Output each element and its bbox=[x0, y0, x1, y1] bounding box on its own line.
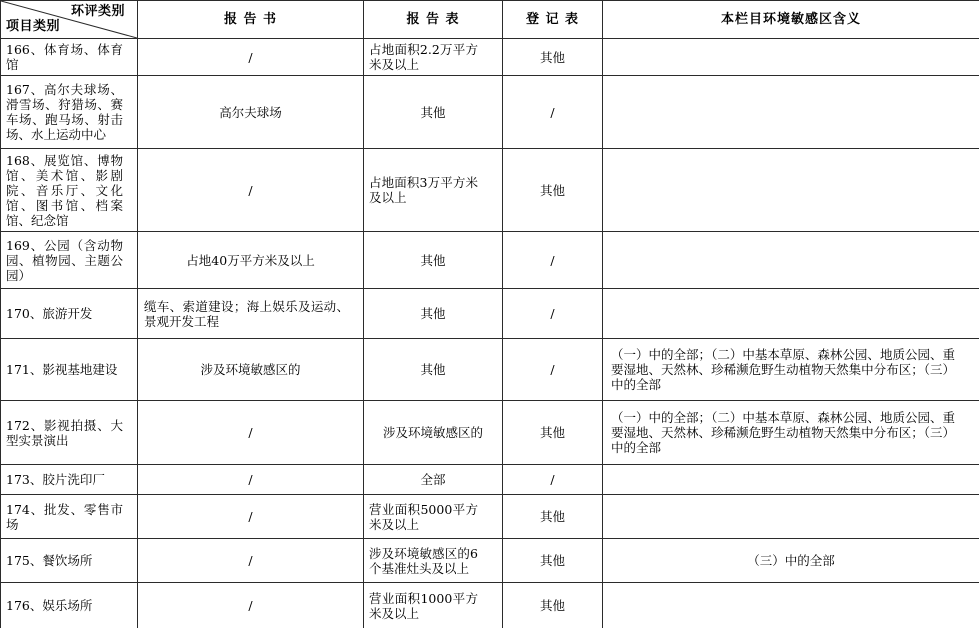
table-row bbox=[1, 149, 979, 232]
cell-category: 174、批发、零售市场 bbox=[1, 495, 138, 539]
cell-registration-form: 其他 bbox=[503, 539, 603, 583]
column-header-registration-form: 登 记 表 bbox=[503, 1, 603, 39]
cell-report-form: 涉及环境敏感区的6个基准灶头及以上 bbox=[364, 539, 503, 583]
cell-report-form: 营业面积1000平方米及以上 bbox=[364, 583, 503, 628]
cell-report-form: 其他 bbox=[364, 76, 503, 149]
cell-report-form: 全部 bbox=[364, 465, 503, 495]
cell-registration-form: 其他 bbox=[503, 583, 603, 628]
cell-category: 168、展览馆、博物馆、美术馆、影剧院、音乐厅、文化馆、图书馆、档案馆、纪念馆 bbox=[1, 149, 138, 232]
corner-label-project-category: 项目类别 bbox=[6, 19, 61, 34]
cell-meaning: （一）中的全部；（二）中基本草原、森林公园、地质公园、重要湿地、天然林、珍稀濒危野生动植物天然集中分布区；（三）中的全部 bbox=[603, 401, 979, 465]
column-header-sensitive-area-meaning: 本栏目环境敏感区含义 bbox=[603, 1, 979, 39]
cell-category: 172、影视拍摄、大型实景演出 bbox=[1, 401, 138, 465]
column-header-report-form: 报 告 表 bbox=[364, 1, 503, 39]
cell-meaning bbox=[603, 76, 979, 149]
cell-category: 167、高尔夫球场、滑雪场、狩猎场、赛车场、跑马场、射击场、水上运动中心 bbox=[1, 76, 138, 149]
cell-category: 169、公园（含动物园、植物园、主题公园） bbox=[1, 232, 138, 289]
header-row bbox=[1, 1, 979, 39]
cell-registration-form: 其他 bbox=[503, 39, 603, 76]
cell-registration-form: 其他 bbox=[503, 495, 603, 539]
cell-report-book: / bbox=[138, 465, 364, 495]
cell-report-form: 其他 bbox=[364, 339, 503, 401]
column-header-report-book: 报 告 书 bbox=[138, 1, 364, 39]
table-row bbox=[1, 495, 979, 539]
cell-report-book: / bbox=[138, 39, 364, 76]
cell-meaning bbox=[603, 583, 979, 628]
cell-report-form: 占地面积3万平方米及以上 bbox=[364, 149, 503, 232]
cell-report-form: 营业面积5000平方米及以上 bbox=[364, 495, 503, 539]
cell-report-book: 占地40万平方米及以上 bbox=[138, 232, 364, 289]
table-row bbox=[1, 583, 979, 628]
cell-meaning: （三）中的全部 bbox=[603, 539, 979, 583]
cell-report-book: / bbox=[138, 401, 364, 465]
cell-report-form: 涉及环境敏感区的 bbox=[364, 401, 503, 465]
table-row bbox=[1, 232, 979, 289]
cell-registration-form: / bbox=[503, 289, 603, 339]
cell-report-book: / bbox=[138, 583, 364, 628]
cell-registration-form: / bbox=[503, 76, 603, 149]
cell-meaning bbox=[603, 149, 979, 232]
table-row bbox=[1, 401, 979, 465]
cell-registration-form: 其他 bbox=[503, 149, 603, 232]
cell-category: 170、旅游开发 bbox=[1, 289, 138, 339]
corner-label-eia-category: 环评类别 bbox=[70, 4, 125, 19]
cell-meaning bbox=[603, 289, 979, 339]
table-row bbox=[1, 539, 979, 583]
cell-report-form: 其他 bbox=[364, 289, 503, 339]
cell-report-book: 涉及环境敏感区的 bbox=[138, 339, 364, 401]
cell-registration-form: 其他 bbox=[503, 401, 603, 465]
cell-category: 166、体育场、体育馆 bbox=[1, 39, 138, 76]
cell-category: 173、胶片洗印厂 bbox=[1, 465, 138, 495]
cell-report-book: / bbox=[138, 539, 364, 583]
table-row bbox=[1, 465, 979, 495]
table-row bbox=[1, 289, 979, 339]
cell-report-form: 占地面积2.2万平方米及以上 bbox=[364, 39, 503, 76]
cell-report-form: 其他 bbox=[364, 232, 503, 289]
cell-registration-form: / bbox=[503, 339, 603, 401]
cell-category: 175、餐饮场所 bbox=[1, 539, 138, 583]
table-row bbox=[1, 39, 979, 76]
cell-report-book: / bbox=[138, 495, 364, 539]
cell-category: 171、影视基地建设 bbox=[1, 339, 138, 401]
cell-report-book: 高尔夫球场 bbox=[138, 76, 364, 149]
cell-registration-form: / bbox=[503, 465, 603, 495]
corner-header-cell bbox=[1, 1, 138, 39]
cell-meaning bbox=[603, 39, 979, 76]
cell-category: 176、娱乐场所 bbox=[1, 583, 138, 628]
table-row bbox=[1, 76, 979, 149]
cell-meaning: （一）中的全部；（二）中基本草原、森林公园、地质公园、重要湿地、天然林、珍稀濒危野生动植物天然集中分布区；（三）中的全部 bbox=[603, 339, 979, 401]
cell-meaning bbox=[603, 232, 979, 289]
cell-meaning bbox=[603, 465, 979, 495]
cell-report-book: / bbox=[138, 149, 364, 232]
table-row bbox=[1, 339, 979, 401]
cell-registration-form: / bbox=[503, 232, 603, 289]
cell-meaning bbox=[603, 495, 979, 539]
cell-report-book: 缆车、索道建设；海上娱乐及运动、景观开发工程 bbox=[138, 289, 364, 339]
